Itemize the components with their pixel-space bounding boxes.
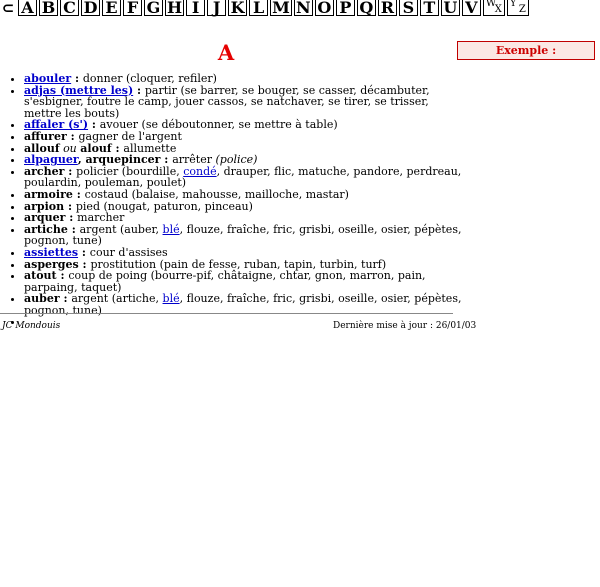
list-item: [24, 166, 466, 189]
term-link[interactable]: affaler (s'): [24, 118, 89, 132]
list-item: [24, 270, 466, 293]
definition: costaud (balaise, mahousse, mailloche, mastar): [84, 187, 349, 201]
definition-rest: , drauper, flic, matuche, pandore, perdreau, poulardin, pouleman, poulet): [24, 164, 462, 190]
term: auber: [24, 292, 60, 306]
term-link[interactable]: abouler: [24, 72, 72, 85]
definition: argent (artiche,: [71, 292, 163, 306]
nav-letter-f[interactable]: F: [123, 0, 142, 16]
separator: :: [65, 211, 78, 225]
synonym-link[interactable]: blé: [162, 222, 180, 236]
nav-letter-h[interactable]: H: [167, 0, 183, 17]
term-link[interactable]: alpaguer: [24, 153, 78, 167]
nav-letter-p[interactable]: P: [336, 0, 355, 16]
separator: :: [56, 269, 69, 283]
term: armoire: [24, 187, 73, 201]
nav-letter-s[interactable]: S: [399, 0, 418, 16]
separator: :: [111, 141, 124, 155]
conjunction: ou: [63, 141, 77, 155]
alphabet-nav: [1, 0, 531, 17]
separator: :: [64, 164, 77, 178]
nav-letter-z: Z: [518, 4, 526, 15]
separator: :: [160, 153, 173, 167]
definition-rest: , flouze, fraîche, fric, grisbi, oseille, osier, pépètes, pognon, tune): [24, 292, 462, 317]
nav-letter-c[interactable]: C: [60, 0, 79, 16]
nav-letter-v[interactable]: V: [462, 0, 481, 16]
separator: :: [72, 187, 85, 201]
author: JC Mondouis: [2, 321, 61, 331]
nav-letter-m[interactable]: M: [272, 0, 290, 17]
nav-letter-g[interactable]: G: [144, 0, 163, 16]
example-label: Exemple :: [495, 44, 557, 57]
nav-letter-y: Y: [509, 0, 517, 9]
nav-letter-e[interactable]: E: [102, 0, 121, 16]
nav-letter-x: X: [494, 4, 502, 15]
list-item: • alpaguer, arquepincer : arrêter (police): [24, 154, 466, 166]
definition: argent (auber,: [79, 222, 163, 236]
nav-letter-i[interactable]: I: [186, 0, 205, 16]
synonym-link[interactable]: blé: [162, 292, 180, 306]
term: arquer: [24, 211, 66, 225]
separator: :: [78, 257, 91, 271]
nav-letter-n[interactable]: N: [294, 0, 313, 16]
nav-letter-b[interactable]: B: [39, 0, 58, 16]
example-panel: [457, 41, 595, 60]
definition: arrêter: [172, 153, 212, 167]
definition: marcher: [77, 211, 125, 225]
term-variant: alouf: [80, 141, 112, 155]
list-item: [24, 85, 466, 120]
definition: coup de poing (bourre-pif, châtaigne, chtar, gnon, marron, pain, parpaing, taquet): [24, 269, 426, 294]
definition: donner (cloquer, refiler): [82, 72, 217, 85]
term-link[interactable]: adjas (mettre les): [24, 83, 134, 97]
definition: gagner de l'argent: [78, 129, 182, 143]
list-item: [24, 224, 466, 247]
page-title: A: [217, 40, 235, 65]
term: artiche: [24, 222, 68, 236]
separator: :: [133, 83, 145, 97]
glossary-list: [12, 73, 466, 328]
nav-letter-l[interactable]: L: [249, 0, 268, 16]
nav-letter-wx[interactable]: [483, 0, 505, 16]
definition-rest: , flouze, fraîche, fric, grisbi, oseille, osier, pépètes, pognon, tune): [24, 222, 462, 248]
definition: pied (nougat, paturon, pinceau): [75, 199, 253, 213]
divider: [0, 313, 453, 314]
separator: :: [59, 292, 72, 306]
nav-letter-k[interactable]: K: [228, 0, 247, 16]
separator: :: [78, 245, 90, 259]
nav-letter-r[interactable]: R: [378, 0, 397, 16]
term: archer: [24, 164, 65, 178]
separator: :: [88, 118, 100, 132]
nav-letter-a[interactable]: A: [18, 0, 37, 16]
nav-letter-q[interactable]: Q: [357, 0, 376, 16]
definition: allumette: [123, 141, 177, 155]
term-link[interactable]: assiettes: [24, 245, 79, 259]
separator: :: [66, 129, 79, 143]
term: arpion: [24, 199, 65, 213]
definition: policier (bourdille,: [76, 164, 184, 178]
back-arrow-icon[interactable]: ⊂: [1, 0, 15, 17]
separator: :: [71, 72, 83, 85]
term: atout: [24, 269, 57, 283]
separator: :: [64, 199, 76, 213]
term: allouf: [24, 141, 60, 155]
usage-note: (police): [215, 153, 258, 167]
separator: :: [67, 222, 80, 236]
last-update: Dernière mise à jour : 26/01/03: [333, 321, 477, 331]
nav-letter-o[interactable]: O: [315, 0, 334, 16]
nav-letter-u[interactable]: U: [441, 0, 460, 16]
definition: prostitution (pain de fesse, ruban, tapin, turbin, turf): [90, 257, 387, 271]
nav-letter-t[interactable]: T: [420, 0, 439, 16]
term-variant: arquepincer: [85, 153, 161, 167]
synonym-link[interactable]: condé: [183, 164, 217, 178]
nav-letter-w: W: [485, 0, 497, 9]
nav-letter-j[interactable]: J: [207, 0, 226, 16]
term: asperges: [24, 257, 79, 271]
definition: partir (se barrer, se bouger, se casser, décambuter, s'esbigner, foutre le camp, jouer cassos, se natchaver, se tirer, se trisser, mettre les bouts): [24, 83, 430, 120]
nav-letter-yz[interactable]: [507, 0, 529, 16]
definition: cour d'assises: [89, 245, 168, 259]
nav-letter-d[interactable]: D: [81, 0, 100, 16]
definition: avouer (se déboutonner, se mettre à table): [99, 118, 338, 132]
term: affurer: [24, 129, 67, 143]
